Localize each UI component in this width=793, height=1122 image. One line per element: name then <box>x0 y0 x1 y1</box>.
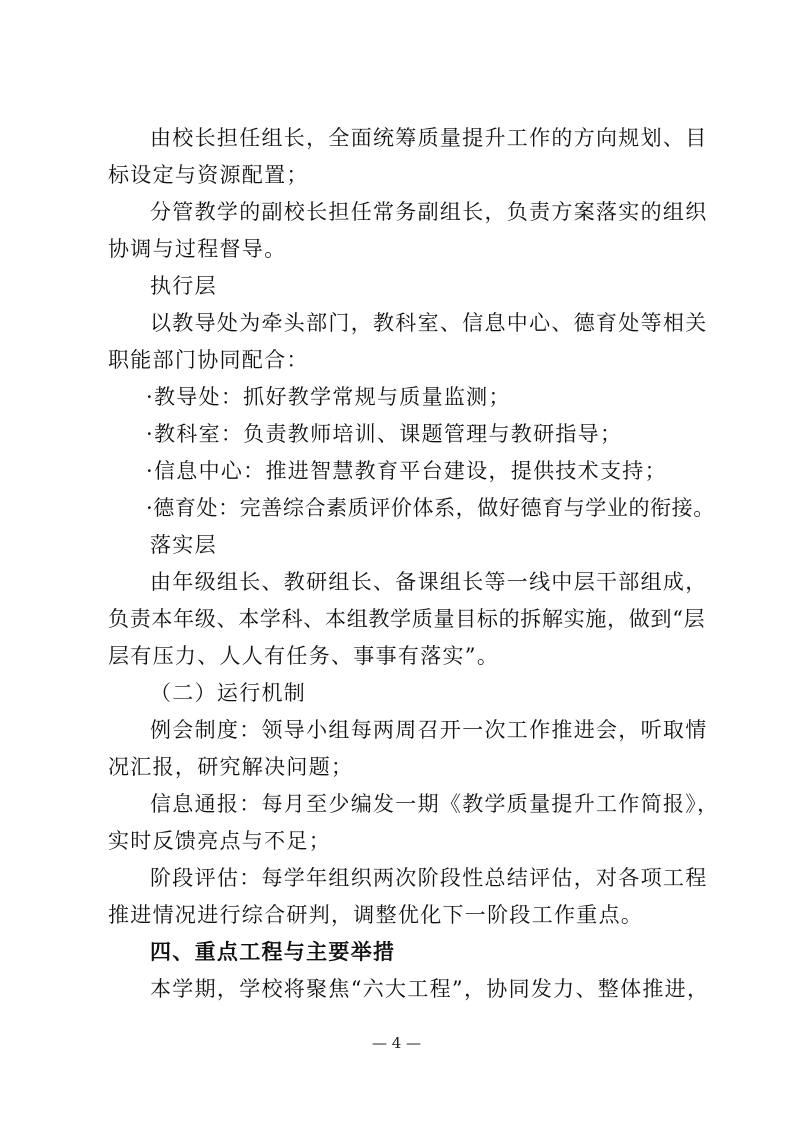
paragraph-line: 分管教学的副校长担任常务副组长，负责方案落实的组织 <box>150 200 708 224</box>
paragraph-line: 负责本年级、本学科、本组教学质量目标的拆解实施，做到“层 <box>108 607 706 631</box>
paragraph-line: 推进情况进行综合研判，调整优化下一阶段工作重点。 <box>108 903 644 927</box>
paragraph-line: 由校长担任组长，全面统筹质量提升工作的方向规划、目 <box>150 126 708 150</box>
list-item: ·教导处：抓好教学常规与质量监测； <box>146 385 511 409</box>
paragraph-line: 信息通报：每月至少编发一期《教学质量提升工作简报》， <box>150 792 720 816</box>
paragraph-line: 实时反馈亮点与不足； <box>108 829 331 853</box>
paragraph-line: 阶段评估：每学年组织两次阶段性总结评估，对各项工程 <box>150 866 708 890</box>
paragraph-line: 标设定与资源配置； <box>108 163 309 187</box>
paragraph-line: 本学期，学校将聚焦“六大工程”，协同发力、整体推进， <box>150 977 710 1001</box>
section-label: 执行层 <box>150 274 217 298</box>
section-heading: 四、重点工程与主要举措 <box>150 940 396 964</box>
paragraph-line: 协调与过程督导。 <box>108 237 287 261</box>
paragraph-line: 例会制度：领导小组每两周召开一次工作推进会，听取情 <box>150 718 708 742</box>
subsection-heading: （二）运行机制 <box>150 681 307 705</box>
paragraph-line: 职能部门协同配合： <box>108 348 309 372</box>
page-number: — 4 — <box>371 1034 422 1052</box>
paragraph-line: 以教导处为牵头部门，教科室、信息中心、德育处等相关 <box>150 311 708 335</box>
list-item: ·德育处：完善综合素质评价体系，做好德育与学业的衔接。 <box>146 496 715 520</box>
paragraph-line: 层有压力、人人有任务、事事有落实”。 <box>108 644 500 668</box>
section-label: 落实层 <box>150 533 217 557</box>
paragraph-line: 况汇报，研究解决问题； <box>108 755 354 779</box>
list-item: ·信息中心：推进智慧教育平台建设，提供技术支持； <box>146 459 667 483</box>
list-item: ·教科室：负责教师培训、课题管理与教研指导； <box>146 422 623 446</box>
paragraph-line: 由年级组长、教研组长、备课组长等一线中层干部组成， <box>150 570 708 594</box>
